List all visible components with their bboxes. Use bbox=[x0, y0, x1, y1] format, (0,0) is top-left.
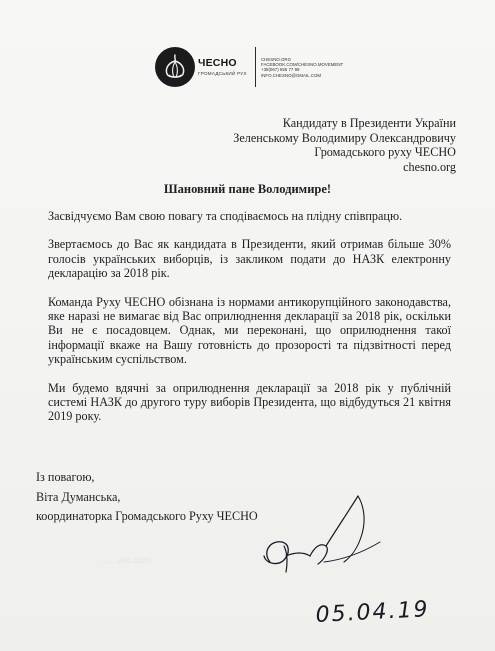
body-paragraph: Звертаємось до Вас як кандидата в Президенти, який отримав більше 30% голосів українських виборців, із закликом подати до НАЗК електронну декларацію за 2018 рік. bbox=[48, 237, 451, 281]
contact-facebook: FACEBOOK.COM/CHESNO.MOVEMENT bbox=[261, 62, 344, 68]
svg-text:05.04.19: 05.04.19 bbox=[315, 597, 431, 628]
letter-body bbox=[48, 209, 451, 438]
signature-date bbox=[315, 597, 430, 628]
signer-role: координаторка Громадського Руху ЧЕСНО bbox=[36, 509, 258, 523]
handwritten-signature bbox=[240, 490, 440, 640]
addressee-line: Кандидату в Президенти України bbox=[282, 116, 456, 130]
contact-email: INFO.CHESNO@GMAIL.COM bbox=[261, 72, 322, 78]
brand-name: ЧЕСНО bbox=[198, 57, 237, 69]
addressee-block bbox=[233, 116, 456, 174]
brand-subtitle: ГРОМАДСЬКИЙ РУХ bbox=[198, 71, 247, 76]
chesno-logo bbox=[155, 47, 195, 87]
garlic-icon bbox=[155, 47, 195, 87]
closing-block bbox=[36, 468, 258, 527]
contact-website: CHESNO.ORG bbox=[261, 57, 292, 62]
body-paragraph: Команда Руху ЧЕСНО обізнана із нормами антикорупційного законодавства, яке наразі не вимагає від Вас оприлюднення декларації за 2018 рік, оскільки Ви не є посадовцем. Однак, ми переконані, що оприлюднення такої інформації вкаже на Вашу готовність до прозорості та підзвітності перед українським суспільством. bbox=[48, 294, 451, 367]
letterhead-divider bbox=[255, 47, 256, 87]
addressee-line: Громадського руху ЧЕСНО bbox=[314, 145, 456, 159]
signer-name: Віта Думанська, bbox=[36, 489, 121, 504]
body-paragraph: Засвідчуємо Вам свою повагу та сподіваємось на плідну співпрацю. bbox=[48, 209, 403, 223]
salutation: Шановний пане Володимире! bbox=[163, 182, 332, 196]
faint-watermark-text: ........ard.com bbox=[98, 555, 151, 565]
closing-regards: Із повагою, bbox=[36, 470, 95, 484]
letterhead-contacts bbox=[261, 57, 343, 78]
contact-phone: +38(067) 656 77 98 bbox=[261, 67, 300, 73]
addressee-line: Зеленському Володимиру Олександровичу bbox=[233, 130, 456, 145]
addressee-line: chesno.org bbox=[403, 159, 456, 174]
body-paragraph: Ми будемо вдячні за оприлюднення декларації за 2018 рік у публічній системі НАЗК до другого туру виборів Президента, що відбудуться 21 квітня 2019 року. bbox=[48, 380, 451, 424]
